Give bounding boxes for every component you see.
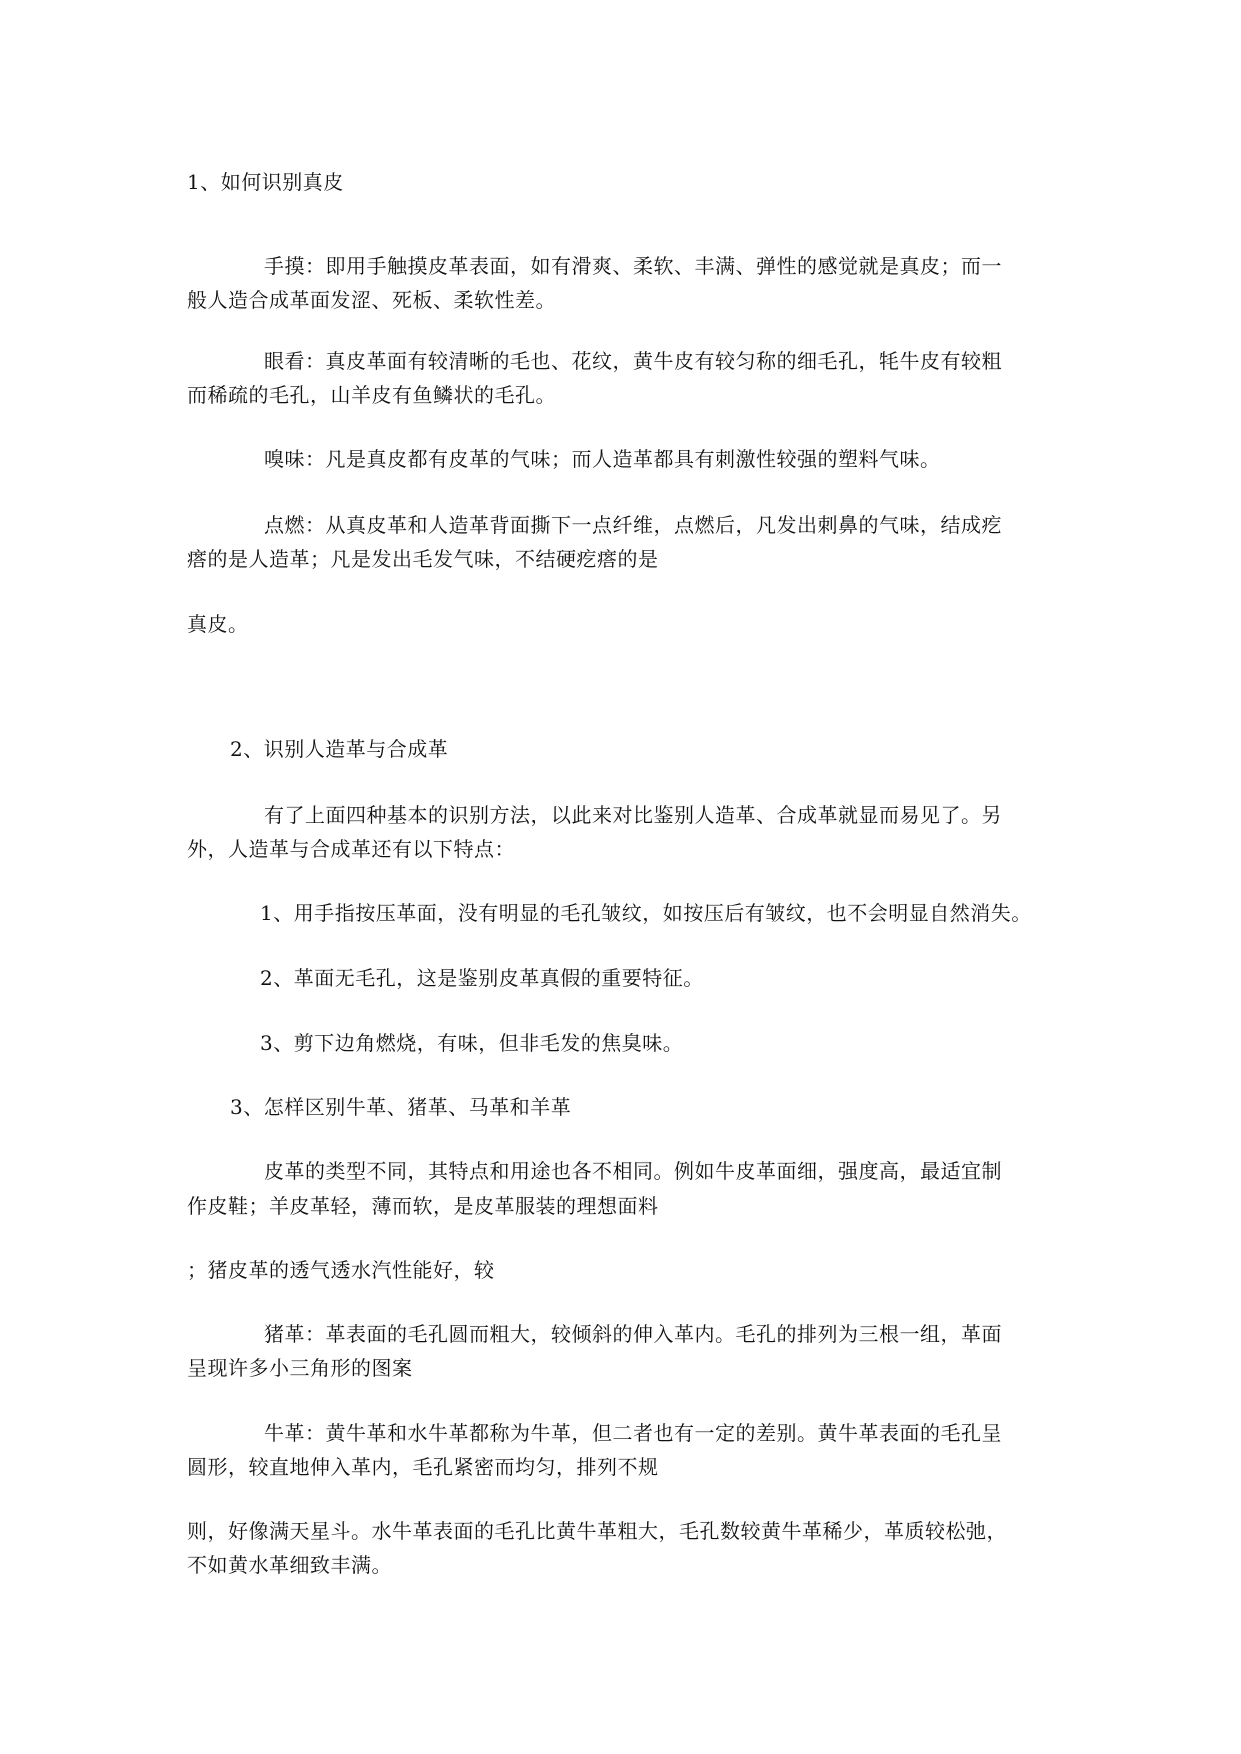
paragraph-burn-line-2: 瘩的是人造革；凡是发出毛发气味，不结硬疙瘩的是 (187, 547, 659, 571)
paragraph-pig-line-1: 猪革：革表面的毛孔圆而粗大，较倾斜的伸入革内。毛孔的排列为三根一组，革面 (264, 1322, 1002, 1346)
section-1-title: 1、如何识别真皮 (187, 170, 344, 194)
paragraph-burn-line-1: 点燃：从真皮革和人造革背面撕下一点纤维，点燃后，凡发出刺鼻的气味，结成疙 (264, 513, 1002, 537)
paragraph-touch-line-1: 手摸：即用手触摸皮革表面，如有滑爽、柔软、丰满、弹性的感觉就是真皮；而一 (264, 254, 1002, 278)
list-item-1: 1、用手指按压革面，没有明显的毛孔皱纹，如按压后有皱纹，也不会明显自然消失。 (260, 901, 1032, 925)
section-3-title: 3、怎样区别牛革、猪革、马革和羊革 (230, 1095, 572, 1119)
paragraph-cow-line-2: 圆形，较直地伸入革内，毛孔紧密而均匀，排列不规 (187, 1455, 659, 1479)
paragraph-touch-line-2: 般人造合成革面发涩、死板、柔软性差。 (187, 288, 556, 312)
paragraph-type-line-2: 作皮鞋；羊皮革轻，薄而软，是皮革服装的理想面料 (187, 1194, 659, 1218)
paragraph-burn-line-3: 真皮。 (187, 612, 249, 636)
paragraph-type-line-3: ；猪皮革的透气透水汽性能好，较 (187, 1258, 495, 1282)
paragraph-look-line-2: 而稀疏的毛孔，山羊皮有鱼鳞状的毛孔。 (187, 383, 556, 407)
list-item-2: 2、革面无毛孔，这是鉴别皮革真假的重要特征。 (260, 966, 704, 990)
paragraph-cow-line-3: 则，好像满天星斗。水牛革表面的毛孔比黄牛革粗大，毛孔数较黄牛革稀少，革质较松弛， (187, 1519, 1007, 1543)
paragraph-cow-line-1: 牛革：黄牛革和水牛革都称为牛革，但二者也有一定的差别。黄牛革表面的毛孔呈 (264, 1421, 1002, 1445)
paragraph-intro-line-2: 外，人造革与合成革还有以下特点： (187, 837, 515, 861)
paragraph-type-line-1: 皮革的类型不同，其特点和用途也各不相同。例如牛皮革面细，强度高，最适宜制 (264, 1159, 1002, 1183)
paragraph-look-line-1: 眼看：真皮革面有较清晰的毛也、花纹，黄牛皮有较匀称的细毛孔，牦牛皮有较粗 (264, 349, 1002, 373)
paragraph-pig-line-2: 呈现许多小三角形的图案 (187, 1356, 413, 1380)
list-item-3: 3、剪下边角燃烧，有味，但非毛发的焦臭味。 (260, 1031, 684, 1055)
section-2-title: 2、识别人造革与合成革 (230, 737, 449, 761)
paragraph-intro-line-1: 有了上面四种基本的识别方法，以此来对比鉴别人造革、合成革就显而易见了。另 (264, 803, 1002, 827)
paragraph-cow-line-4: 不如黄水革细致丰满。 (187, 1553, 392, 1577)
paragraph-smell: 嗅味：凡是真皮都有皮革的气味；而人造革都具有刺激性较强的塑料气味。 (264, 447, 941, 471)
